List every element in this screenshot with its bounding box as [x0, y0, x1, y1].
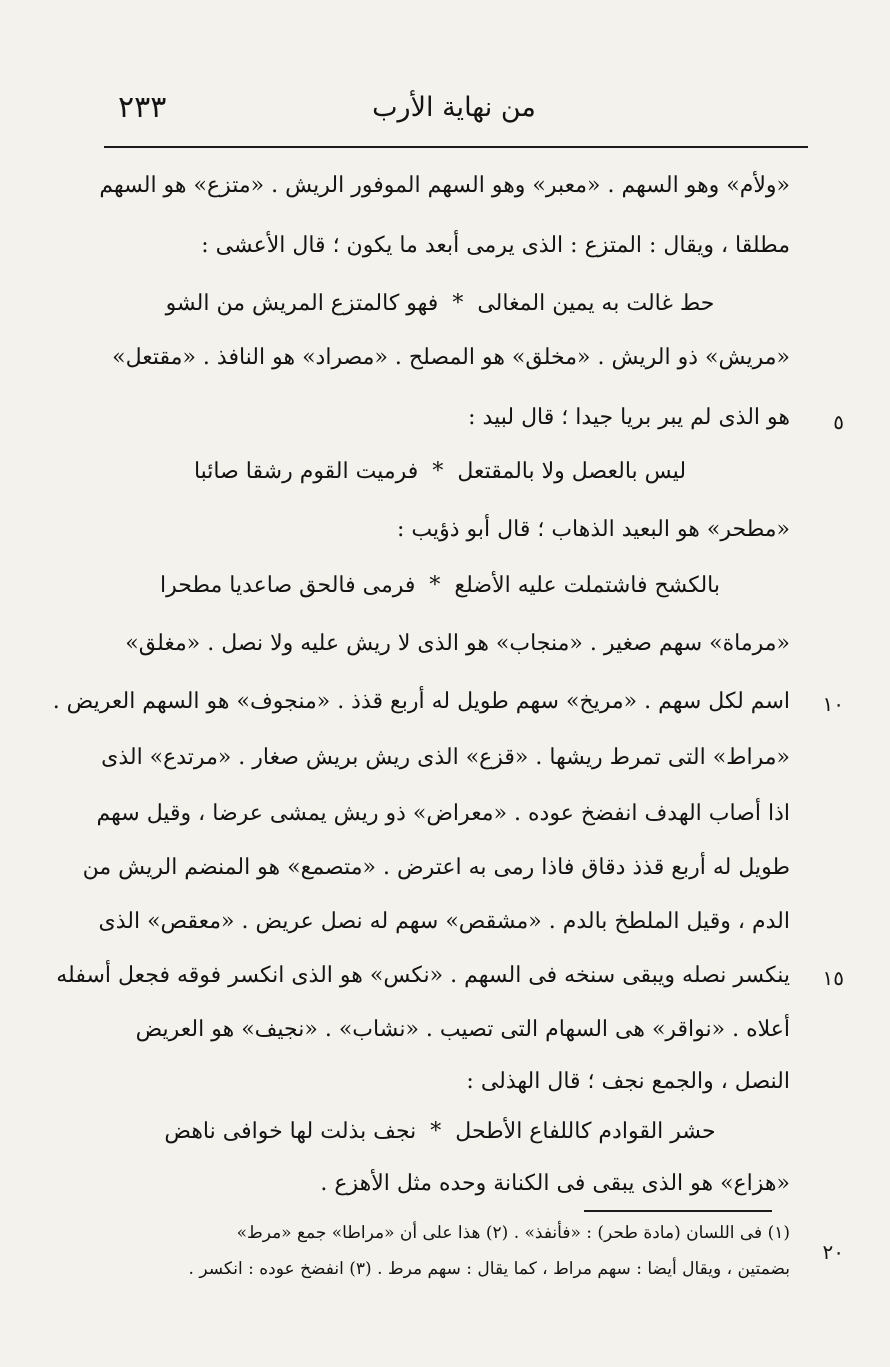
verse-separator: *	[432, 459, 444, 484]
text-line: اسم لكل سهم . «مريخ» سهم طويل له أربع قذذ . «منجوف» هو السهم العريض .	[52, 689, 790, 714]
line-number: ٢٠	[822, 1240, 844, 1264]
text-line: مطلقا ، ويقال : المتزع : الذى يرمى أبعد ما يكون ؛ قال الأعشى :	[201, 233, 790, 258]
verse-separator: *	[452, 291, 464, 316]
footnote-line: بضمتين ، ويقال أيضا : سهم مراط ، كما يقال : سهم مرط . (٣) انفضخ عوده : انكسر .	[188, 1259, 790, 1279]
verse-hemistich: نجف بذلت لها خوافى ناهض	[164, 1119, 417, 1144]
text-line: «مطحر» هو البعيد الذهاب ؛ قال أبو ذؤيب :	[397, 517, 790, 542]
verse-hemistich: بالكشح فاشتملت عليه الأضلع	[454, 573, 720, 598]
footnote-line: (١) فى اللسان (مادة طحر) : «فأنفذ» . (٢) هذا على أن «مراطا» جمع «مرط»	[236, 1223, 790, 1243]
text-line: الدم ، وقيل الملطخ بالدم . «مشقص» سهم له نصل عريض . «معقص» الذى	[98, 909, 790, 934]
verse-hemistich: فرمى فالحق صاعديا مطحرا	[160, 573, 416, 598]
header-rule	[104, 146, 808, 148]
verse-hemistich: حط غالت به يمين المغالى	[477, 291, 715, 316]
text-line: هو الذى لم يبر بريا جيدا ؛ قال لبيد :	[468, 405, 790, 430]
text-line: «مرماة» سهم صغير . «منجاب» هو الذى لا ريش عليه ولا نصل . «مغلق»	[125, 631, 790, 656]
text-line: اذا أصاب الهدف انفضخ عوده . «معراض» ذو ريش يمشى عرضا ، وقيل سهم	[96, 801, 790, 826]
line-number: ١٠	[822, 692, 844, 716]
text-line: طويل له أربع قذذ دقاق فاذا رمى به اعترض . «متصمع» هو المنضم الريش من	[82, 855, 790, 880]
text-line: «مراط» التى تمرط ريشها . «قزع» الذى ريش بريش صغار . «مرتدع» الذى	[101, 745, 790, 770]
footnote-rule	[584, 1210, 772, 1212]
text-line: «ولأم» وهو السهم . «معبر» وهو السهم الموفور الريش . «متزع» هو السهم	[99, 173, 790, 198]
verse-line	[110, 1116, 770, 1148]
verse-hemistich: حشر القوادم كاللفاع الأطحل	[455, 1119, 716, 1144]
text-line: «هزاع» هو الذى يبقى فى الكنانة وحده مثل الأهزع .	[320, 1171, 790, 1196]
verse-separator: *	[430, 1119, 442, 1144]
page-number: ٢٣٣	[118, 90, 167, 125]
verse-separator: *	[429, 573, 441, 598]
line-number: ٥	[833, 410, 844, 434]
line-number: ١٥	[822, 966, 844, 990]
text-line: أعلاه . «نواقر» هى السهام التى تصيب . «نشاب» . «نجيف» هو العريض	[135, 1017, 790, 1042]
verse-line	[110, 456, 770, 488]
text-line: «مريش» ذو الريش . «مخلق» هو المصلح . «مصراد» هو النافذ . «مقتعل»	[112, 345, 790, 370]
verse-line	[110, 570, 770, 602]
text-line: النصل ، والجمع نجف ؛ قال الهذلى :	[466, 1069, 790, 1094]
verse-hemistich: فهو كالمتزع المريش من الشو	[165, 291, 439, 316]
running-header	[104, 86, 804, 132]
running-title: من نهاية الأرب	[372, 92, 536, 123]
verse-hemistich: فرميت القوم رشقا صائبا	[193, 459, 419, 484]
verse-hemistich: ليس بالعصل ولا بالمقتعل	[457, 459, 687, 484]
verse-line	[110, 288, 770, 320]
text-line: ينكسر نصله ويبقى سنخه فى السهم . «نكس» هو الذى انكسر فوقه فجعل أسفله	[56, 963, 790, 988]
